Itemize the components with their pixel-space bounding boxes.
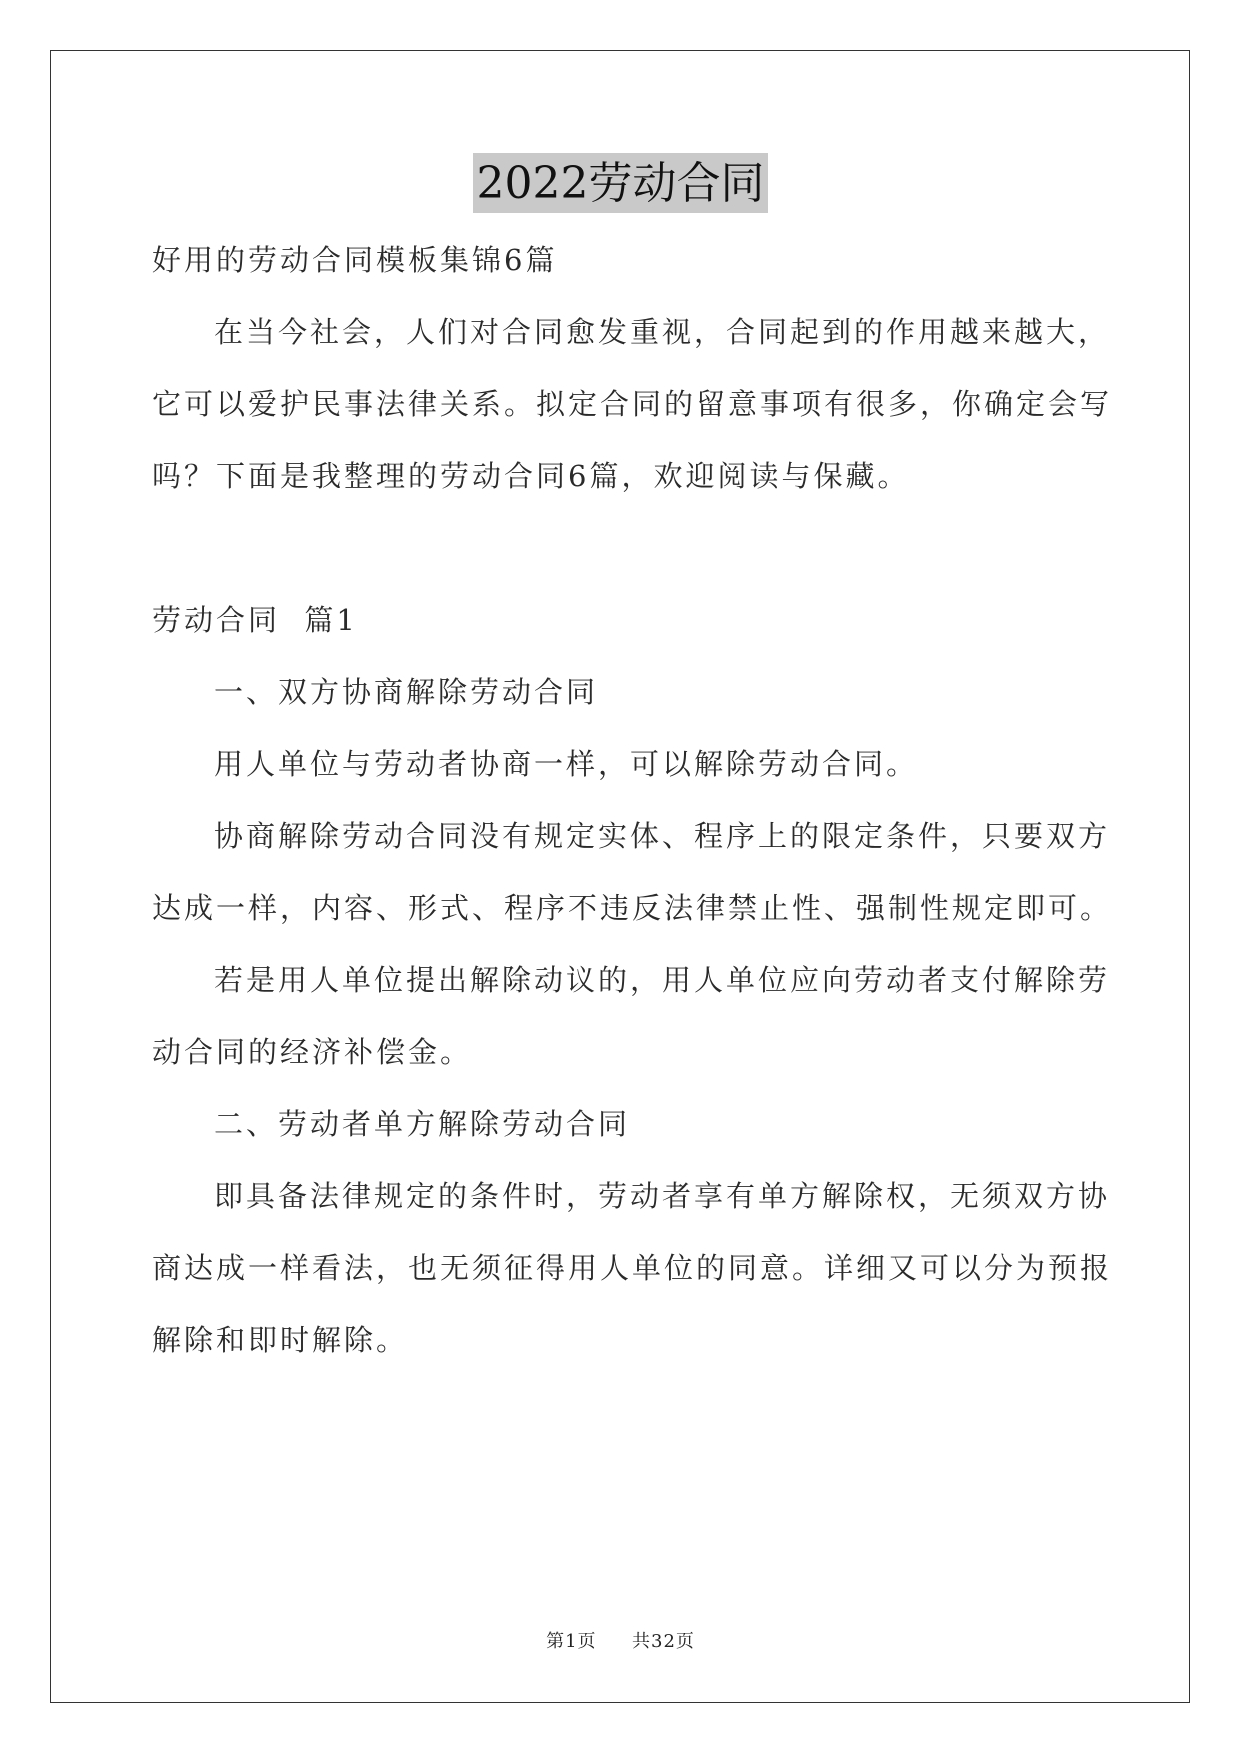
body-line-9: 商达成一样看法，也无须征得用人单位的同意。详细又可以分为预报 bbox=[152, 1251, 1113, 1285]
body-line-4: 达成一样，内容、形式、程序不违反法律禁止性、强制性规定即可。 bbox=[152, 891, 1113, 925]
body-line-5: 若是用人单位提出解除动议的，用人单位应向劳动者支付解除劳 bbox=[214, 963, 1111, 997]
intro-line-3: 吗？下面是我整理的劳动合同6篇，欢迎阅读与保藏。 bbox=[152, 459, 910, 493]
body-line-1: 一、双方协商解除劳动合同 bbox=[214, 675, 599, 709]
body-line-6: 动合同的经济补偿金。 bbox=[152, 1035, 473, 1069]
page-border bbox=[50, 50, 1190, 1703]
body-line-7: 二、劳动者单方解除劳动合同 bbox=[214, 1107, 631, 1141]
intro-line-1: 在当今社会，人们对合同愈发重视，合同起到的作用越来越大， bbox=[214, 315, 1111, 349]
intro-line-2: 它可以爱护民事法律关系。拟定合同的留意事项有很多，你确定会写 bbox=[152, 387, 1113, 421]
page-total: 共32页 bbox=[632, 1631, 695, 1652]
page-footer bbox=[0, 1627, 1241, 1653]
page-number: 第1页 bbox=[546, 1631, 597, 1652]
section-heading: 劳动合同 篇1 bbox=[152, 603, 358, 637]
body-line-2: 用人单位与劳动者协商一样，可以解除劳动合同。 bbox=[214, 747, 919, 781]
body-line-3: 协商解除劳动合同没有规定实体、程序上的限定条件，只要双方 bbox=[214, 819, 1111, 853]
document-subtitle: 好用的劳动合同模板集锦6篇 bbox=[152, 243, 558, 277]
body-line-8: 即具备法律规定的条件时，劳动者享有单方解除权，无须双方协 bbox=[214, 1179, 1111, 1213]
title-container bbox=[0, 153, 1241, 213]
document-title: 2022劳动合同 bbox=[473, 153, 769, 213]
body-line-10: 解除和即时解除。 bbox=[152, 1323, 409, 1357]
